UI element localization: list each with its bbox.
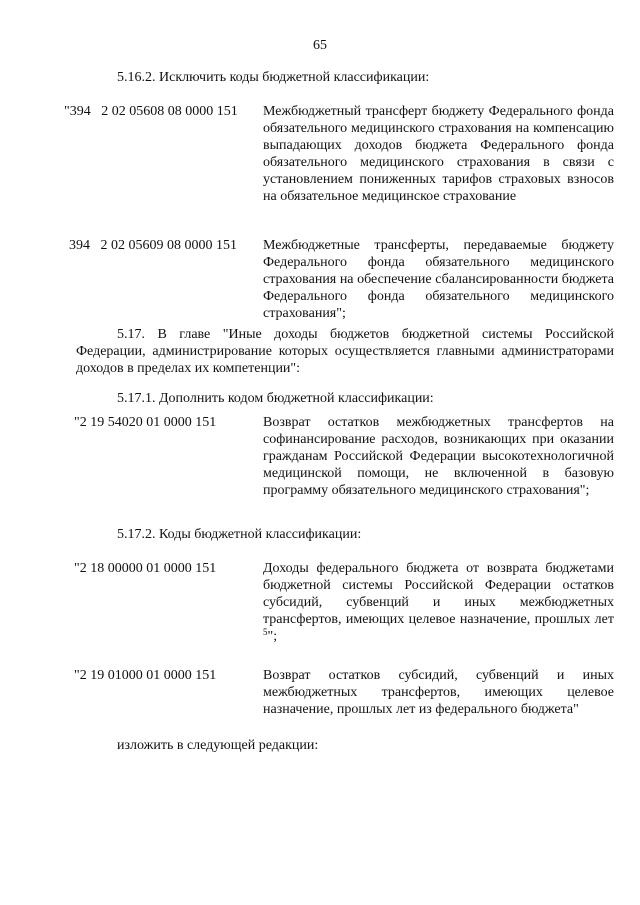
- budget-code-394-05608-description: Межбюджетный трансферт бюджету Федерального фонда обязательного медицинского страхования на компенсацию выпадающих доходов бюджета Федерального фонда обязательного медицинского страхования в связи с установлением пониженных тарифов страховых взносов на обязательное медицинское страхование: [263, 104, 614, 204]
- budget-code-2-18-00000: "2 18 00000 01 0000 151: [74, 561, 217, 576]
- budget-code-2-18-00000-description: Доходы федерального бюджета от возврата бюджетами бюджетной системы Российской Федерации остатков субсидий, субвенций и иных межбюджетных трансфертов, имеющих целевое назначение, прошлых лет $^5$";: [263, 561, 614, 644]
- budget-code-2-19-54020-description: Возврат остатков межбюджетных трансфертов на софинансирование расходов, возникающих при оказании гражданам Российской Федерации высокотехнологичной медицинской помощи, не включенной в базовую программу обязательного медицинского страхования";: [263, 415, 614, 498]
- section-5-17-1-heading: 5.17.1. Дополнить кодом бюджетной классификации:: [117, 391, 434, 406]
- budget-code-394-05609-description: Межбюджетные трансферты, передаваемые бюджету Федерального фонда обязательного медицинского страхования на обеспечение сбалансированности бюджета Федерального фонда обязательного медицинского страхования";: [263, 238, 614, 321]
- section-5-17-paragraph: 5.17. В главе "Иные доходы бюджетов бюджетной системы Российской Федерации, администрирование которых осуществляется главными администраторами доходов в пределах их компетенции":: [76, 327, 614, 376]
- section-5-16-2-heading: 5.16.2. Исключить коды бюджетной классификации:: [117, 70, 430, 85]
- budget-code-2-19-01000: "2 19 01000 01 0000 151: [74, 668, 217, 683]
- footnote-mark: 5: [263, 627, 268, 637]
- budget-code-394-05609: 394 2 02 05609 08 0000 151: [69, 238, 237, 253]
- section-5-17-2-heading: 5.17.2. Коды бюджетной классификации:: [117, 527, 362, 542]
- budget-code-394-05608: "394 2 02 05608 08 0000 151: [64, 104, 238, 119]
- page-number: 65: [313, 38, 327, 53]
- budget-code-2-19-01000-description: Возврат остатков субсидий, субвенций и иных межбюджетных трансфертов, имеющих целевое назначение, прошлых лет из федерального бюджета": [263, 668, 614, 717]
- budget-code-2-19-54020: "2 19 54020 01 0000 151: [74, 415, 217, 430]
- closing-phrase: изложить в следующей редакции:: [117, 738, 319, 753]
